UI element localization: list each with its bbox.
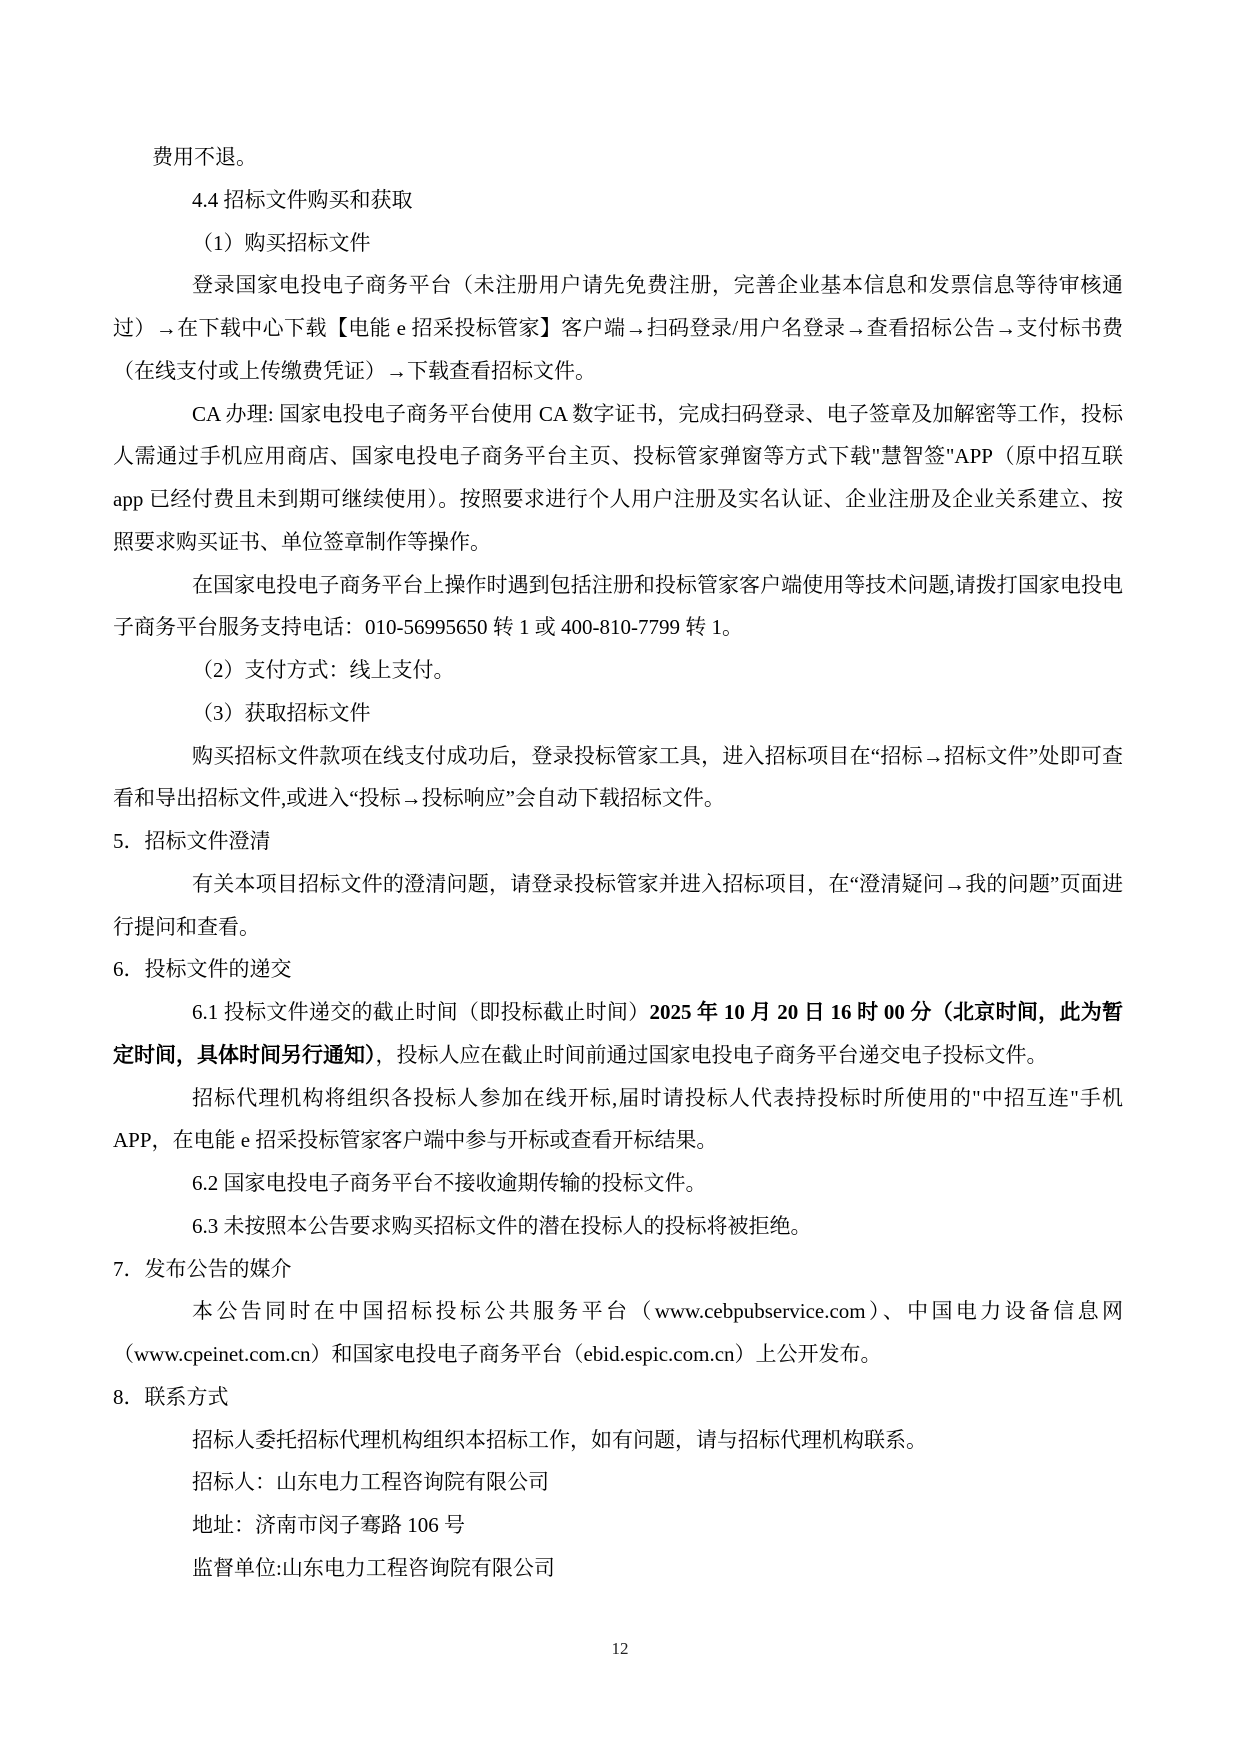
paragraph-5 bbox=[113, 393, 1123, 564]
text-run: 地址：济南市闵子骞路 106 号 bbox=[192, 1513, 465, 1537]
text-run: 购买招标文件款项在线支付成功后，登录投标管家工具，进入招标项目在“招标→招标文件”处即可查看和导出招标文件,或进入“投标→投标响应”会自动下载招标文件。 bbox=[113, 743, 1123, 811]
text-run: 招标人委托招标代理机构组织本招标工作，如有问题，请与招标代理机构联系。 bbox=[192, 1427, 927, 1452]
paragraph-14 bbox=[113, 1077, 1123, 1163]
paragraph-16 bbox=[113, 1205, 1123, 1248]
paragraph-15 bbox=[113, 1162, 1123, 1205]
text-run: ，投标人应在截止时间前通过国家电投电子商务平台递交电子投标文件。 bbox=[375, 1042, 1048, 1067]
paragraph-1 bbox=[113, 136, 1123, 179]
bold-text-run: 2025 年 10 月 20 日 16 时 00 分（北京时间，此为暂定时间，具体时间另行通知） bbox=[113, 1000, 1124, 1067]
body-text bbox=[113, 136, 1123, 1590]
paragraph-4 bbox=[113, 264, 1123, 392]
paragraph-22 bbox=[113, 1504, 1123, 1547]
text-run: 监督单位:山东电力工程咨询院有限公司 bbox=[192, 1555, 555, 1580]
text-run: 有关本项目招标文件的澄清问题，请登录投标管家并进入招标项目，在“澄清疑问→我的问题”页面进行提问和查看。 bbox=[113, 871, 1123, 939]
paragraph-13 bbox=[113, 991, 1123, 1077]
text-run: 本公告同时在中国招标投标公共服务平台（www.cebpubservice.com）、中国电力设备信息网（www.cpeinet.com.cn）和国家电投电子商务平台（ebid.espic.com.cn）上公开发布。 bbox=[113, 1299, 1123, 1366]
text-run: 4.4 招标文件购买和获取 bbox=[192, 187, 413, 212]
paragraph-20 bbox=[113, 1419, 1123, 1462]
text-run: 5．招标文件澄清 bbox=[113, 829, 271, 853]
paragraph-18 bbox=[113, 1290, 1123, 1376]
text-run: CA 办理: 国家电投电子商务平台使用 CA 数字证书，完成扫码登录、电子签章及加解密等工作，投标人需通过手机应用商店、国家电投电子商务平台主页、投标管家弹窗等方式下载"慧智签"APP（原中招互联 app 已经付费且未到期可继续使用）。按照要求进行个人用户注册及实名认证、企业注册及企业关系建立、按照要求购买证书、单位签章制作等操作。 bbox=[113, 401, 1123, 554]
text-run: （2）支付方式：线上支付。 bbox=[192, 658, 455, 682]
text-run: 6.3 未按照本公告要求购买招标文件的潜在投标人的投标将被拒绝。 bbox=[192, 1213, 812, 1238]
paragraph-11 bbox=[113, 863, 1123, 949]
paragraph-23 bbox=[113, 1547, 1123, 1590]
text-run: 8．联系方式 bbox=[113, 1384, 229, 1409]
paragraph-3 bbox=[113, 222, 1123, 265]
text-run: 招标代理机构将组织各投标人参加在线开标,届时请投标人代表持投标时所使用的"中招互连"手机 APP，在电能 e 招采投标管家客户端中参与开标或查看开标结果。 bbox=[113, 1085, 1123, 1153]
paragraph-10 bbox=[113, 820, 1123, 863]
page-number: 12 bbox=[611, 1639, 629, 1658]
text-run: 6.2 国家电投电子商务平台不接收逾期传输的投标文件。 bbox=[192, 1171, 707, 1195]
text-run: 登录国家电投电子商务平台（未注册用户请先免费注册，完善企业基本信息和发票信息等待审核通过）→在下载中心下载【电能 e 招采投标管家】客户端→扫码登录/用户名登录→查看招标公告→支付标书费（在线支付或上传缴费凭证）→下载查看招标文件。 bbox=[113, 273, 1123, 383]
text-run: 在国家电投电子商务平台上操作时遇到包括注册和投标管家客户端使用等技术问题,请拨打国家电投电子商务平台服务支持电话：010-56995650 转 1 或 400-810-7799 转 1。 bbox=[113, 572, 1123, 640]
text-run: 招标人：山东电力工程咨询院有限公司 bbox=[192, 1470, 549, 1495]
paragraph-6 bbox=[113, 564, 1123, 650]
paragraph-17 bbox=[113, 1248, 1123, 1291]
paragraph-2 bbox=[113, 179, 1123, 222]
text-run: （3）获取招标文件 bbox=[192, 700, 371, 725]
text-run: 6.1 投标文件递交的截止时间（即投标截止时间） bbox=[192, 1000, 650, 1024]
paragraph-7 bbox=[113, 649, 1123, 692]
paragraph-9 bbox=[113, 735, 1123, 821]
text-run: 6．投标文件的递交 bbox=[113, 957, 292, 982]
text-run: （1）购买招标文件 bbox=[192, 230, 371, 255]
paragraph-8 bbox=[113, 692, 1123, 735]
text-run: 费用不退。 bbox=[152, 145, 257, 169]
text-run: 7．发布公告的媒介 bbox=[113, 1256, 292, 1281]
paragraph-12 bbox=[113, 948, 1123, 991]
paragraph-19 bbox=[113, 1376, 1123, 1419]
paragraph-21 bbox=[113, 1461, 1123, 1504]
